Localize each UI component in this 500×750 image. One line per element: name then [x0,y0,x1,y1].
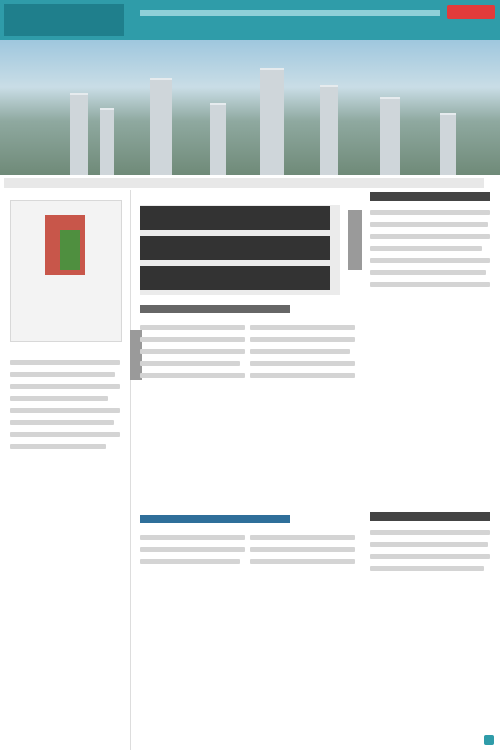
text-line [140,349,245,354]
text-line [10,396,108,401]
masthead-meta-strip [140,10,440,16]
photo-caption [4,178,484,188]
text-line [140,361,240,366]
headline-line [140,266,330,290]
illustration-accent [60,230,80,270]
text-line [140,547,245,552]
headline-line [140,206,330,230]
building [380,97,400,175]
text-line [10,408,120,413]
building [440,113,456,175]
text-line [10,384,120,389]
text-line [250,337,355,342]
building [100,108,114,175]
text-line [370,210,490,215]
headline-line [140,236,330,260]
text-line [250,325,355,330]
text-line [370,566,484,571]
text-line [250,559,355,564]
text-line [250,535,355,540]
text-line [250,349,350,354]
text-line [10,420,114,425]
text-line [370,258,490,263]
text-line [370,282,490,287]
text-line [370,554,490,559]
text-line [370,246,482,251]
building [150,78,172,175]
text-line [370,234,490,239]
building [260,68,284,175]
text-line [140,535,245,540]
subheadline [140,515,290,523]
text-line [10,432,120,437]
page-corner-icon [484,735,494,745]
column-heading [370,192,490,201]
column-heading [370,512,490,521]
building [320,85,338,175]
masthead-logo [4,4,124,36]
text-line [370,542,488,547]
building [70,93,88,175]
skyline-photo [0,40,500,175]
text-line [10,360,120,365]
text-line [140,337,245,342]
text-line [140,373,245,378]
building [210,103,226,175]
text-line [140,559,240,564]
text-line [250,547,355,552]
text-line [140,325,245,330]
text-line [250,361,355,366]
section-tag [348,210,362,270]
text-line [10,372,115,377]
text-line [370,222,488,227]
text-line [370,530,490,535]
subheadline [140,305,290,313]
text-line [10,444,106,449]
text-line [250,373,355,378]
text-line [370,270,486,275]
page-badge [447,5,495,19]
